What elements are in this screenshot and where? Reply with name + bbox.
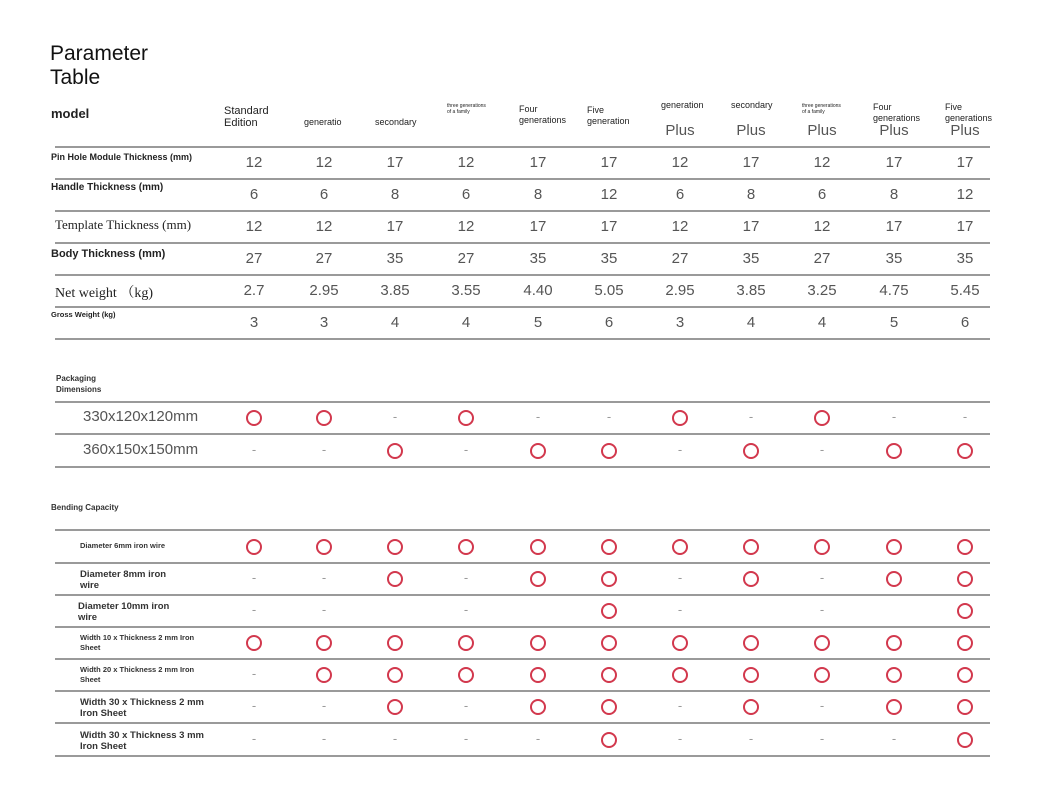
- packaging-label-line-1: Packaging: [56, 374, 97, 383]
- table-cell: 6: [960, 314, 970, 331]
- circle-mark-icon: [886, 667, 902, 683]
- circle-mark-icon: [601, 603, 617, 619]
- circle-mark-icon: [246, 410, 262, 426]
- row-divider: [55, 210, 990, 212]
- table-cell: 4: [746, 314, 756, 331]
- table-cell: 17: [742, 154, 760, 171]
- column-header: [587, 105, 633, 127]
- circle-mark-icon: [672, 539, 688, 555]
- circle-mark-icon: [530, 443, 546, 459]
- circle-mark-icon: [672, 635, 688, 651]
- row-divider: [55, 529, 990, 531]
- column-header: [224, 105, 294, 129]
- table-cell: 27: [671, 250, 689, 267]
- bending-row-label: [80, 633, 194, 653]
- circle-mark-icon: [387, 699, 403, 715]
- dash-mark: -: [251, 666, 257, 681]
- table-cell: 12: [671, 154, 689, 171]
- plus-label: Plus: [665, 122, 695, 139]
- table-cell: 12: [315, 154, 333, 171]
- table-cell: 8: [390, 186, 400, 203]
- dash-mark: -: [392, 409, 398, 424]
- table-cell: 3.85: [380, 282, 410, 299]
- table-cell: 12: [671, 218, 689, 235]
- column-header-label: Four generations: [519, 104, 567, 125]
- bending-row-label-line-2: Iron Sheet: [80, 741, 127, 752]
- dash-mark: -: [677, 731, 683, 746]
- table-cell: 5.05: [594, 282, 624, 299]
- table-cell: 17: [529, 154, 547, 171]
- dash-mark: -: [535, 409, 541, 424]
- row-divider: [55, 755, 990, 757]
- table-cell: 2.95: [665, 282, 695, 299]
- circle-mark-icon: [743, 443, 759, 459]
- table-cell: 4.75: [879, 282, 909, 299]
- column-header-label: secondary: [731, 100, 773, 110]
- circle-mark-icon: [601, 732, 617, 748]
- table-cell: 35: [956, 250, 974, 267]
- dash-mark: -: [463, 698, 469, 713]
- column-header-label: Five generation: [587, 105, 630, 126]
- circle-mark-icon: [601, 667, 617, 683]
- circle-mark-icon: [957, 603, 973, 619]
- table-cell: 17: [956, 218, 974, 235]
- dash-mark: -: [748, 409, 754, 424]
- dash-mark: -: [606, 409, 612, 424]
- dash-mark: -: [819, 731, 825, 746]
- dash-mark: -: [251, 698, 257, 713]
- circle-mark-icon: [672, 667, 688, 683]
- circle-mark-icon: [886, 635, 902, 651]
- column-header: [375, 117, 445, 128]
- circle-mark-icon: [814, 635, 830, 651]
- column-header: [447, 103, 489, 115]
- bending-section-label: Bending Capacity: [51, 503, 119, 512]
- dash-mark: -: [748, 731, 754, 746]
- bending-row-label-line-1: Diameter 10mm iron: [78, 601, 170, 612]
- circle-mark-icon: [530, 571, 546, 587]
- circle-mark-icon: [814, 539, 830, 555]
- circle-mark-icon: [316, 539, 332, 555]
- table-cell: 6: [604, 314, 614, 331]
- circle-mark-icon: [957, 571, 973, 587]
- circle-mark-icon: [743, 699, 759, 715]
- circle-mark-icon: [458, 539, 474, 555]
- circle-mark-icon: [387, 443, 403, 459]
- bending-row-label: [80, 665, 194, 685]
- table-cell: 6: [319, 186, 329, 203]
- circle-mark-icon: [672, 410, 688, 426]
- table-cell: 6: [675, 186, 685, 203]
- circle-mark-icon: [743, 667, 759, 683]
- circle-mark-icon: [957, 732, 973, 748]
- dash-mark: -: [962, 409, 968, 424]
- circle-mark-icon: [957, 667, 973, 683]
- column-header: [519, 104, 567, 126]
- row-divider: [55, 466, 990, 468]
- table-cell: 17: [529, 218, 547, 235]
- table-cell: 27: [457, 250, 475, 267]
- dash-mark: -: [321, 698, 327, 713]
- title-line-1: Parameter: [50, 42, 149, 65]
- table-cell: 6: [817, 186, 827, 203]
- circle-mark-icon: [886, 443, 902, 459]
- circle-mark-icon: [458, 635, 474, 651]
- plus-label: Plus: [807, 122, 837, 139]
- row-divider: [55, 722, 990, 724]
- table-cell: 27: [315, 250, 333, 267]
- row-divider: [55, 690, 990, 692]
- circle-mark-icon: [743, 571, 759, 587]
- circle-mark-icon: [743, 539, 759, 555]
- column-header-label: three generations of a family: [802, 103, 841, 115]
- column-header-label: Four generations: [873, 102, 921, 123]
- title-line-2: Table: [50, 66, 101, 89]
- circle-mark-icon: [458, 410, 474, 426]
- bending-row-label-line-1: Width 30 x Thickness 2 mm: [80, 697, 204, 708]
- column-header-label: secondary: [375, 117, 417, 127]
- row-divider: [55, 433, 990, 435]
- packaging-label-line-2: Dimensions: [56, 385, 102, 394]
- column-header-label: Five generations: [945, 102, 993, 123]
- table-cell: 12: [956, 186, 974, 203]
- plus-label: Plus: [879, 122, 909, 139]
- spec-row-label: Handle Thickness (mm): [51, 182, 164, 193]
- dash-mark: -: [251, 570, 257, 585]
- row-divider: [55, 401, 990, 403]
- table-cell: 5: [533, 314, 543, 331]
- circle-mark-icon: [530, 667, 546, 683]
- bending-row-label-line-2: Sheet: [80, 675, 101, 684]
- circle-mark-icon: [246, 635, 262, 651]
- column-header: [873, 102, 921, 124]
- bending-row-label-line-1: Width 10 x Thickness 2 mm Iron: [80, 633, 195, 642]
- table-cell: 3: [675, 314, 685, 331]
- circle-mark-icon: [387, 571, 403, 587]
- dash-mark: -: [463, 570, 469, 585]
- table-cell: 17: [386, 218, 404, 235]
- table-cell: 12: [245, 218, 263, 235]
- dash-mark: -: [535, 731, 541, 746]
- circle-mark-icon: [530, 635, 546, 651]
- row-divider: [55, 658, 990, 660]
- table-cell: 17: [885, 218, 903, 235]
- dash-mark: -: [251, 731, 257, 746]
- table-cell: 12: [315, 218, 333, 235]
- dash-mark: -: [819, 602, 825, 617]
- circle-mark-icon: [957, 443, 973, 459]
- table-cell: 12: [457, 218, 475, 235]
- circle-mark-icon: [957, 635, 973, 651]
- circle-mark-icon: [743, 635, 759, 651]
- circle-mark-icon: [601, 571, 617, 587]
- table-cell: 3: [249, 314, 259, 331]
- bending-row-label: [78, 601, 169, 623]
- dash-mark: -: [392, 731, 398, 746]
- circle-mark-icon: [246, 539, 262, 555]
- circle-mark-icon: [814, 410, 830, 426]
- circle-mark-icon: [387, 539, 403, 555]
- spec-row-label: Net weight （kg): [55, 286, 153, 301]
- dash-mark: -: [819, 570, 825, 585]
- table-cell: 3: [319, 314, 329, 331]
- bending-row-label-line-2: wire: [80, 580, 100, 591]
- circle-mark-icon: [886, 699, 902, 715]
- circle-mark-icon: [601, 699, 617, 715]
- bending-row-label-line-1: Diameter 6mm iron wire: [80, 541, 166, 550]
- table-cell: 27: [813, 250, 831, 267]
- dash-mark: -: [891, 409, 897, 424]
- bending-row-label: [80, 541, 165, 551]
- table-cell: 4: [461, 314, 471, 331]
- row-divider: [55, 146, 990, 148]
- column-header-label: generation: [661, 100, 704, 110]
- row-divider: [55, 594, 990, 596]
- circle-mark-icon: [387, 635, 403, 651]
- circle-mark-icon: [387, 667, 403, 683]
- table-cell: 4.40: [523, 282, 553, 299]
- column-header: [304, 117, 374, 128]
- table-cell: 8: [533, 186, 543, 203]
- spec-row-label: Gross Weight (kg): [51, 310, 116, 319]
- row-divider: [55, 178, 990, 180]
- table-cell: 35: [529, 250, 547, 267]
- column-header: [731, 100, 801, 111]
- dash-mark: -: [463, 442, 469, 457]
- table-cell: 3.55: [451, 282, 481, 299]
- circle-mark-icon: [814, 667, 830, 683]
- table-cell: 12: [600, 186, 618, 203]
- packaging-section-label: [56, 373, 101, 395]
- plus-label: Plus: [736, 122, 766, 139]
- model-column-header: model: [51, 106, 90, 121]
- spec-row-label: Template Thickness (mm): [55, 217, 192, 232]
- dash-mark: -: [677, 570, 683, 585]
- table-cell: 17: [956, 154, 974, 171]
- table-cell: 2.7: [243, 282, 265, 299]
- spec-row-label: Body Thickness (mm): [51, 248, 166, 260]
- packaging-row-label: 330x120x120mm: [83, 408, 199, 425]
- row-divider: [55, 274, 990, 276]
- table-cell: 35: [386, 250, 404, 267]
- circle-mark-icon: [886, 539, 902, 555]
- table-cell: 4: [390, 314, 400, 331]
- column-header-label: three generations of a family: [447, 103, 486, 115]
- table-cell: 17: [742, 218, 760, 235]
- circle-mark-icon: [458, 667, 474, 683]
- table-cell: 6: [461, 186, 471, 203]
- table-cell: 35: [600, 250, 618, 267]
- bending-row-label: [80, 730, 204, 752]
- circle-mark-icon: [530, 539, 546, 555]
- row-divider: [55, 626, 990, 628]
- dash-mark: -: [463, 602, 469, 617]
- column-header: [661, 100, 731, 111]
- table-cell: 17: [885, 154, 903, 171]
- table-cell: 5: [889, 314, 899, 331]
- circle-mark-icon: [601, 539, 617, 555]
- table-cell: 17: [600, 218, 618, 235]
- dash-mark: -: [321, 570, 327, 585]
- table-cell: 17: [386, 154, 404, 171]
- dash-mark: -: [819, 698, 825, 713]
- column-header-label: Standard Edition: [224, 105, 269, 129]
- circle-mark-icon: [316, 635, 332, 651]
- table-cell: 3.85: [736, 282, 766, 299]
- row-divider: [55, 242, 990, 244]
- bending-row-label: [80, 697, 204, 719]
- column-header: [802, 103, 844, 115]
- circle-mark-icon: [957, 699, 973, 715]
- table-cell: 12: [245, 154, 263, 171]
- table-cell: 8: [746, 186, 756, 203]
- column-header-label: generatio: [304, 117, 342, 127]
- dash-mark: -: [891, 731, 897, 746]
- dash-mark: -: [677, 442, 683, 457]
- table-cell: 12: [813, 154, 831, 171]
- bending-row-label: [80, 569, 166, 591]
- circle-mark-icon: [316, 410, 332, 426]
- row-divider: [55, 306, 990, 308]
- spec-row-label: Pin Hole Module Thickness (mm): [51, 152, 193, 162]
- bending-row-label-line-1: Width 30 x Thickness 3 mm: [80, 730, 204, 741]
- circle-mark-icon: [316, 667, 332, 683]
- bending-row-label-line-2: wire: [78, 612, 98, 623]
- table-cell: 35: [742, 250, 760, 267]
- dash-mark: -: [321, 602, 327, 617]
- page-title: [50, 42, 148, 90]
- table-cell: 35: [885, 250, 903, 267]
- dash-mark: -: [251, 442, 257, 457]
- row-divider: [55, 338, 990, 340]
- plus-label: Plus: [950, 122, 980, 139]
- row-divider: [55, 562, 990, 564]
- bending-row-label-line-1: Width 20 x Thickness 2 mm Iron: [80, 665, 195, 674]
- table-cell: 12: [813, 218, 831, 235]
- dash-mark: -: [321, 731, 327, 746]
- table-cell: 3.25: [807, 282, 837, 299]
- table-cell: 6: [249, 186, 259, 203]
- table-cell: 4: [817, 314, 827, 331]
- table-cell: 2.95: [309, 282, 339, 299]
- dash-mark: -: [251, 602, 257, 617]
- table-cell: 12: [457, 154, 475, 171]
- circle-mark-icon: [886, 571, 902, 587]
- packaging-row-label: 360x150x150mm: [83, 441, 199, 458]
- circle-mark-icon: [601, 635, 617, 651]
- column-header: [945, 102, 993, 124]
- dash-mark: -: [819, 442, 825, 457]
- dash-mark: -: [463, 731, 469, 746]
- table-cell: 5.45: [950, 282, 980, 299]
- dash-mark: -: [677, 698, 683, 713]
- circle-mark-icon: [530, 699, 546, 715]
- bending-row-label-line-1: Diameter 8mm iron: [80, 569, 167, 580]
- bending-row-label-line-2: Iron Sheet: [80, 708, 127, 719]
- table-cell: 17: [600, 154, 618, 171]
- table-cell: 27: [245, 250, 263, 267]
- circle-mark-icon: [601, 443, 617, 459]
- bending-row-label-line-2: Sheet: [80, 643, 101, 652]
- circle-mark-icon: [957, 539, 973, 555]
- dash-mark: -: [677, 602, 683, 617]
- table-cell: 8: [889, 186, 899, 203]
- dash-mark: -: [321, 442, 327, 457]
